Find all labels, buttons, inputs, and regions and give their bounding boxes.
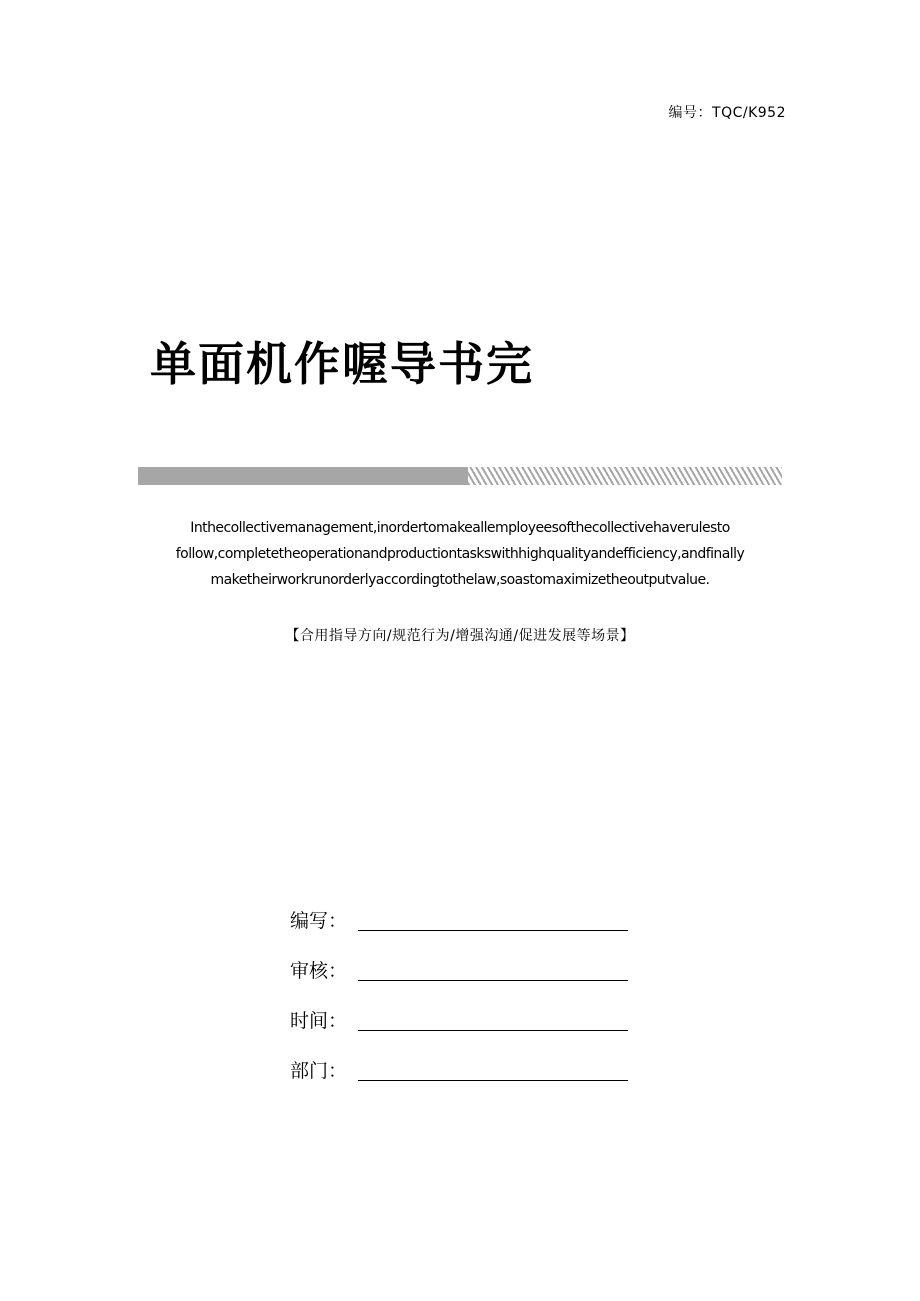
intro-line-3: maketheirworkrunorderlyaccordingtothelaw,soastomaximizetheoutputvalue. [210, 572, 710, 588]
form-field-author[interactable] [358, 908, 628, 931]
form-field-date[interactable] [358, 1008, 628, 1031]
document-number: 编号：TQC/K952 [668, 105, 786, 121]
form-row-date [290, 985, 650, 1035]
form-label-department: 部门： [290, 1060, 348, 1082]
form-field-department[interactable] [358, 1058, 628, 1081]
form-row-reviewer [290, 935, 650, 985]
form-label-reviewer: 审核： [290, 960, 348, 982]
title-divider [138, 467, 782, 485]
divider-hatched-segment [468, 467, 782, 485]
form-row-author [290, 885, 650, 935]
signature-form [290, 885, 650, 1085]
intro-line-2: follow,completetheoperationandproductiontaskswithhighqualityandefficiency,andfinally [175, 546, 745, 562]
form-field-reviewer[interactable] [358, 958, 628, 981]
form-label-author: 编写： [290, 910, 348, 932]
form-row-department [290, 1035, 650, 1085]
document-title: 单面机作喔导书完 [150, 337, 534, 391]
form-label-date: 时间： [290, 1010, 348, 1032]
divider-solid-segment [138, 467, 468, 485]
usage-scenarios: 【合用指导方向/规范行为/增强沟通/促进发展等场景】 [285, 628, 635, 644]
intro-line-1: Inthecollectivemanagement,inordertomakeallemployeesofthecollectivehaverulesto [190, 520, 730, 536]
intro-paragraph [120, 515, 800, 593]
